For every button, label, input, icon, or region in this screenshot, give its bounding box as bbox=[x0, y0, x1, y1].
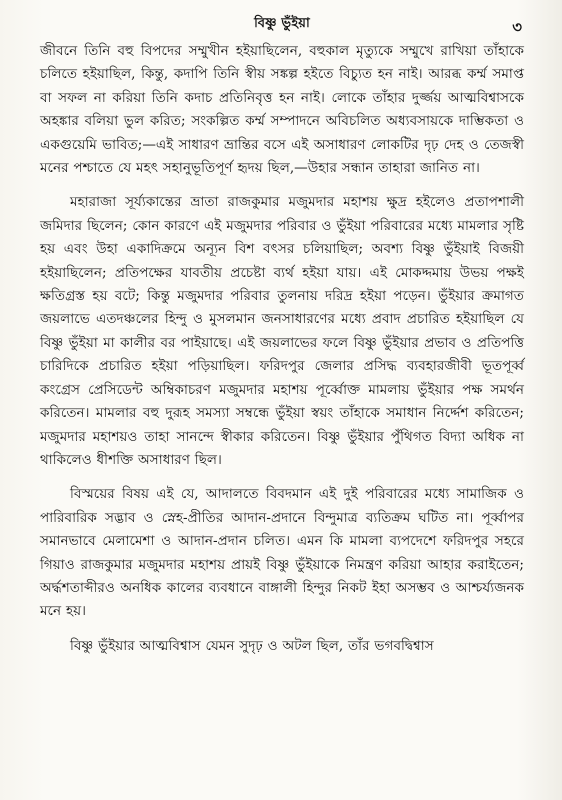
running-title: বিষ্ণু ভুঁইয়া bbox=[254, 15, 310, 31]
paragraph-2: মহারাজা সূর্য্যকান্তের ভ্রাতা রাজকুমার মজুমদার মহাশয় ক্ষুদ্র হইলেও প্রতাপশালী জমিদার ছিলেন; কোন কারণে এই মজুমদার পরিবার ও ভুঁইয়া পরিবারের মধ্যে মামলার সৃষ্টি হয় এবং উহা একাদিক্রমে অন্যূন বিশ বৎসর চলিয়াছিল; অবশ্য বিষ্ণু ভুঁইয়াই বিজয়ী হইয়াছিলেন; প্রতিপক্ষের যাবতীয় প্রচেষ্টা ব্যর্থ হইয়া যায়। এই মোকদ্দমায় উভয় পক্ষই ক্ষতিগ্রস্ত হয় বটে; কিন্তু মজুমদার পরিবার তুলনায় দরিদ্র হইয়া পড়েন। ভুঁইয়ার ক্রমাগত জয়লাভে এতদঞ্চলের হিন্দু ও মুসলমান জনসাধারণের মধ্যে প্রবাদ প্রচারিত হইয়াছিল যে বিষ্ণু ভুঁইয়া মা কালীর বর পাইয়াছে। এই জয়লাভের ফলে বিষ্ণু ভুঁইয়ার প্রভাব ও প্রতিপত্তি চারিদিকে প্রচারিত হইয়া পড়িয়াছিল। ফরিদপুর জেলার প্রসিদ্ধ ব্যবহারজীবী ভূতপূর্ব্ব কংগ্রেস প্রেসিডেন্ট অম্বিকাচরণ মজুমদার মহাশয় পূর্ব্বোক্ত মামলায় ভুঁইয়ার পক্ষ সমর্থন করিতেন। মামলার বহু দুরূহ সমস্যা সম্বন্ধে ভুঁইয়া স্বয়ং তাঁহাকে সমাধান নির্দ্দেশ করিতেন; মজুমদার মহাশয়ও তাহা সানন্দে স্বীকার করিতেন। বিষ্ণু ভুঁইয়ার পুঁথিগত বিদ্যা অধিক না থাকিলেও ধীশক্তি অসাধারণ ছিল। bbox=[40, 194, 524, 468]
page-number: ৩ bbox=[512, 18, 522, 36]
page-header bbox=[40, 10, 524, 38]
paragraph-1: জীবনে তিনি বহু বিপদের সম্মুখীন হইয়াছিলেন, বহুকাল মৃত্যুকে সম্মুখে রাখিয়া তাঁহাকে চলিতে হইয়াছিল, কিন্তু, কদাপি তিনি স্বীয় সঙ্কল্প হইতে বিচ্যুত হন নাই। আরব্ধ কর্ম্ম সমাপ্ত বা সফল না করিয়া তিনি কদাচ প্রতিনিবৃত্ত হন নাই। লোকে তাঁহার দুর্জ্জয় আত্মবিশ্বাসকে অহঙ্কার বলিয়া ভুল করিত; সংকল্পিত কর্ম্ম সম্পাদনে অবিচলিত অধ্যবসায়কে দাম্ভিকতা ও একগুয়েমি ভাবিত;—এই সাধারণ ভ্রান্তির বসে এই অসাধারণ লোকটির দৃঢ় দেহ ও তেজস্বী মনের পশ্চাতে যে মহৎ সহানুভূতিপূর্ণ হৃদয় ছিল,—উহার সন্ধান তাহারা জানিত না। bbox=[40, 43, 524, 177]
paragraph-3: বিস্ময়ের বিষয় এই যে, আদালতে বিবদমান এই দুই পরিবারের মধ্যে সামাজিক ও পারিবারিক সদ্ভাব ও স্নেহ-প্রীতির আদান-প্রদানে বিন্দুমাত্র ব্যতিক্রম ঘটিত না। পূর্ব্বাপর সমানভাবে মেলামেশা ও আদান-প্রদান চলিত। এমন কি মামলা ব্যপদেশে ফরিদপুর সহরে গিয়াও রাজকুমার মজুমদার মহাশয় প্রায়ই বিষ্ণু ভুঁইয়াকে নিমন্ত্রণ করিয়া আহার করাইতেন; অর্দ্ধশতাব্দীরও অনধিক কালের ব্যবধানে বাঙ্গালী হিন্দুর নিকট ইহা অসম্ভব ও আশ্চর্য্যজনক মনে হয়। bbox=[40, 486, 524, 620]
paragraph-4: বিষ্ণু ভুঁইয়ার আত্মবিশ্বাস যেমন সুদৃঢ় ও অটল ছিল, তাঁর ভগবদ্বিশ্বাস bbox=[70, 637, 434, 654]
body-text bbox=[40, 40, 524, 658]
